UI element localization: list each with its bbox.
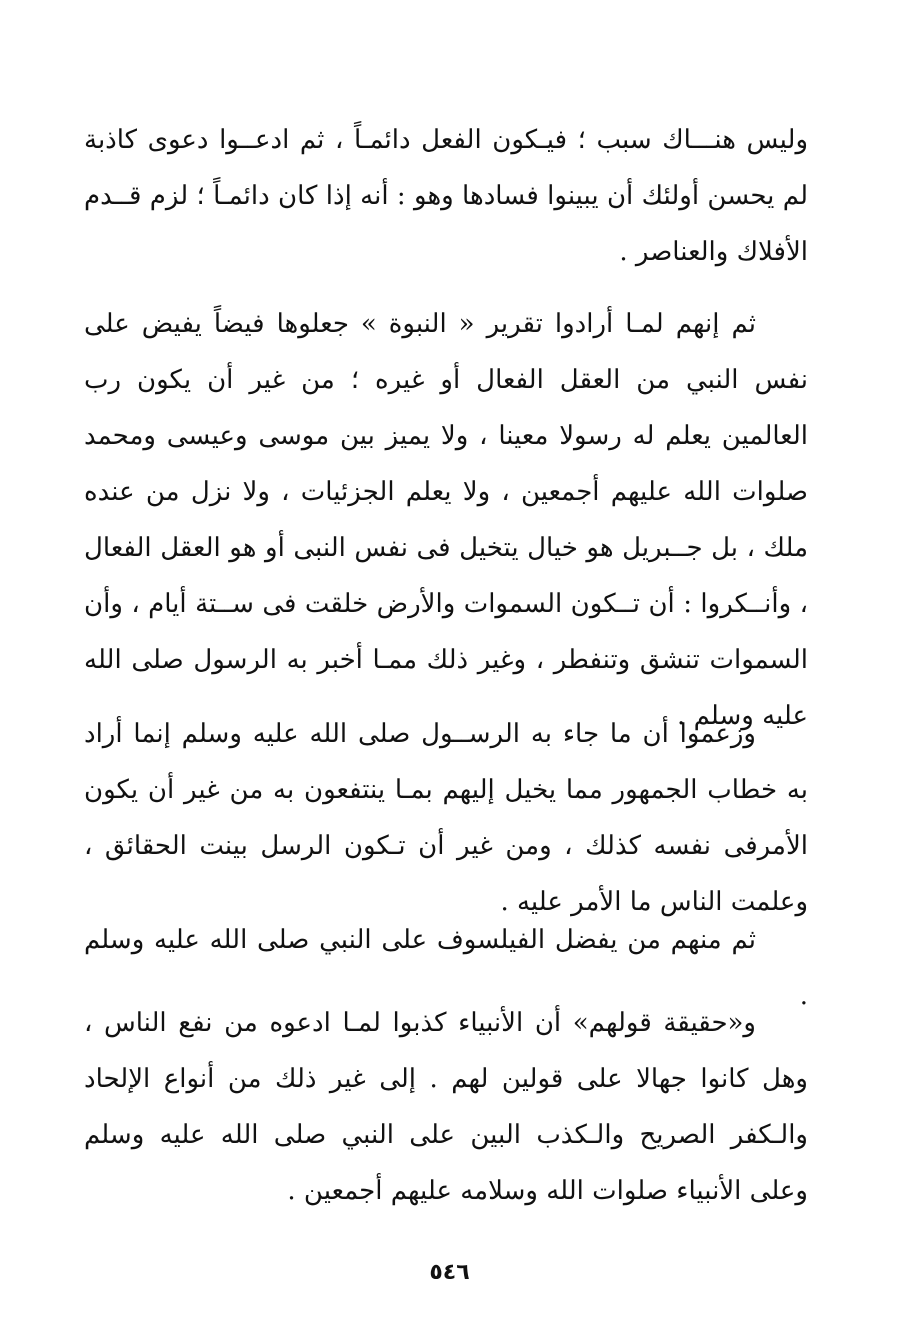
paragraph-2: ثم إنهم لمـا أرادوا تقرير « النبوة » جعلوها فيضاً يفيض على نفس النبي من العقل الفعال أو غيره ؛ من غير أن يكون رب العالمين يعلم له رسولا معينا ، ولا يميز بين موسى وعيسى ومحمد صلوات الله عليهم أجمعين ، ولا يعلم الجزئيات ، ولا نزل من عنده ملك ، بل جــبريل هو خيال يتخيل فى نفس النبى أو هو العقل الفعال ، وأنــكروا : أن تــكون السموات والأرض خلقت فى ســتة أيام ، وأن السموات تنشق وتنفطر ، وغير ذلك ممـا أخبر به الرسول صلى الله عليه وسلم .	[84, 309, 808, 731]
paragraph-4: ثم منهم من يفضل الفيلسوف على النبي صلى الله عليه وسلم .	[84, 925, 808, 1011]
page-number: ٥٤٦	[429, 1260, 470, 1285]
paragraph-5: و«حقيقة قولهم» أن الأنبياء كذبوا لمـا ادعوه من نفع الناس ، وهل كانوا جهالا على قولين لهم . إلى غير ذلك من أنواع الإلحاد والـكفر الصريح والـكذب البين على النبي صلى الله عليه وسلم وعلى الأنبياء صلوات الله وسلامه عليهم أجمعين .	[84, 1008, 808, 1206]
paragraph-3: وزعموا أن ما جاء به الرســول صلى الله عليه وسلم إنما أراد به خطاب الجمهور مما يخيل إليهم بمـا ينتفعون به من غير أن يكون الأمرفى نفسه كذلك ، ومن غير أن تـكون الرسل بينت الحقائق ، وعلمت الناس ما الأمر عليه .	[84, 719, 808, 917]
paragraph-1: وليس هنـــاك سبب ؛ فيـكون الفعل دائمـاً ، ثم ادعــوا دعوى كاذبة لم يحسن أولئك أن يبينوا فسادها وهو : أنه إذا كان دائمـاً ؛ لزم قــدم الأفلاك والعناصر .	[84, 125, 808, 267]
